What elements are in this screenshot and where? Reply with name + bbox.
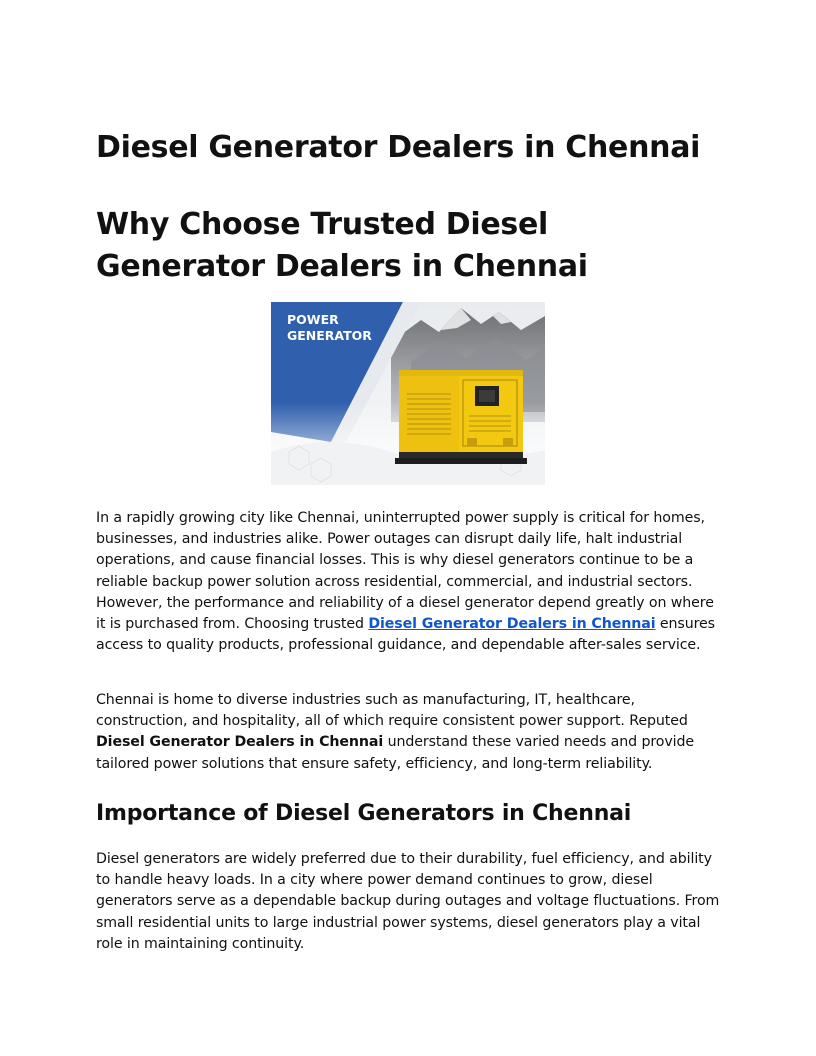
paragraph-intro-text-after: ensures access to quality products, professional guidance, and dependable after-sales service. xyxy=(96,616,715,654)
paragraph-industries-text-after: understand these varied needs and provide tailored power solutions that ensure safety, efficiency, and long-term reliability. xyxy=(96,734,695,772)
document-title: Diesel Generator Dealers in Chennai xyxy=(96,130,701,165)
dealers-bold-text: Diesel Generator Dealers in Chennai xyxy=(96,734,384,751)
paragraph-industries-text-before: Chennai is home to diverse industries such as manufacturing, IT, healthcare, construction, and hospitality, all of which require consistent power support. Reputed xyxy=(96,692,688,730)
image-caption-line2: GENERATOR xyxy=(287,328,372,343)
paragraph-intro xyxy=(96,508,720,656)
paragraph-industries xyxy=(96,690,720,775)
dealers-link[interactable]: Diesel Generator Dealers in Chennai xyxy=(368,616,656,633)
paragraph-importance: Diesel generators are widely preferred due to their durability, fuel efficiency, and ability to handle heavy loads. In a city where power demand continues to grow, diesel generators serve as a dependable backup during outages and voltage fluctuations. From small residential units to large industrial power systems, diesel generators play a vital role in maintaining continuity. xyxy=(96,851,720,952)
image-caption-line1: POWER xyxy=(287,312,339,327)
heading-importance: Importance of Diesel Generators in Chennai xyxy=(96,801,632,826)
paragraph-intro-text-before: In a rapidly growing city like Chennai, uninterrupted power supply is critical for homes, businesses, and industries alike. Power outages can disrupt daily life, halt industrial operations, and cause financial losses. This is why diesel generators continue to be a reliable backup power solution across residential, commercial, and industrial sectors. However, the performance and reliability of a diesel generator depend greatly on where it is purchased from. Choosing trusted xyxy=(96,510,714,633)
power-generator-image xyxy=(271,302,545,485)
heading-why-choose: Why Choose Trusted Diesel Generator Dealers in Chennai xyxy=(96,207,588,284)
